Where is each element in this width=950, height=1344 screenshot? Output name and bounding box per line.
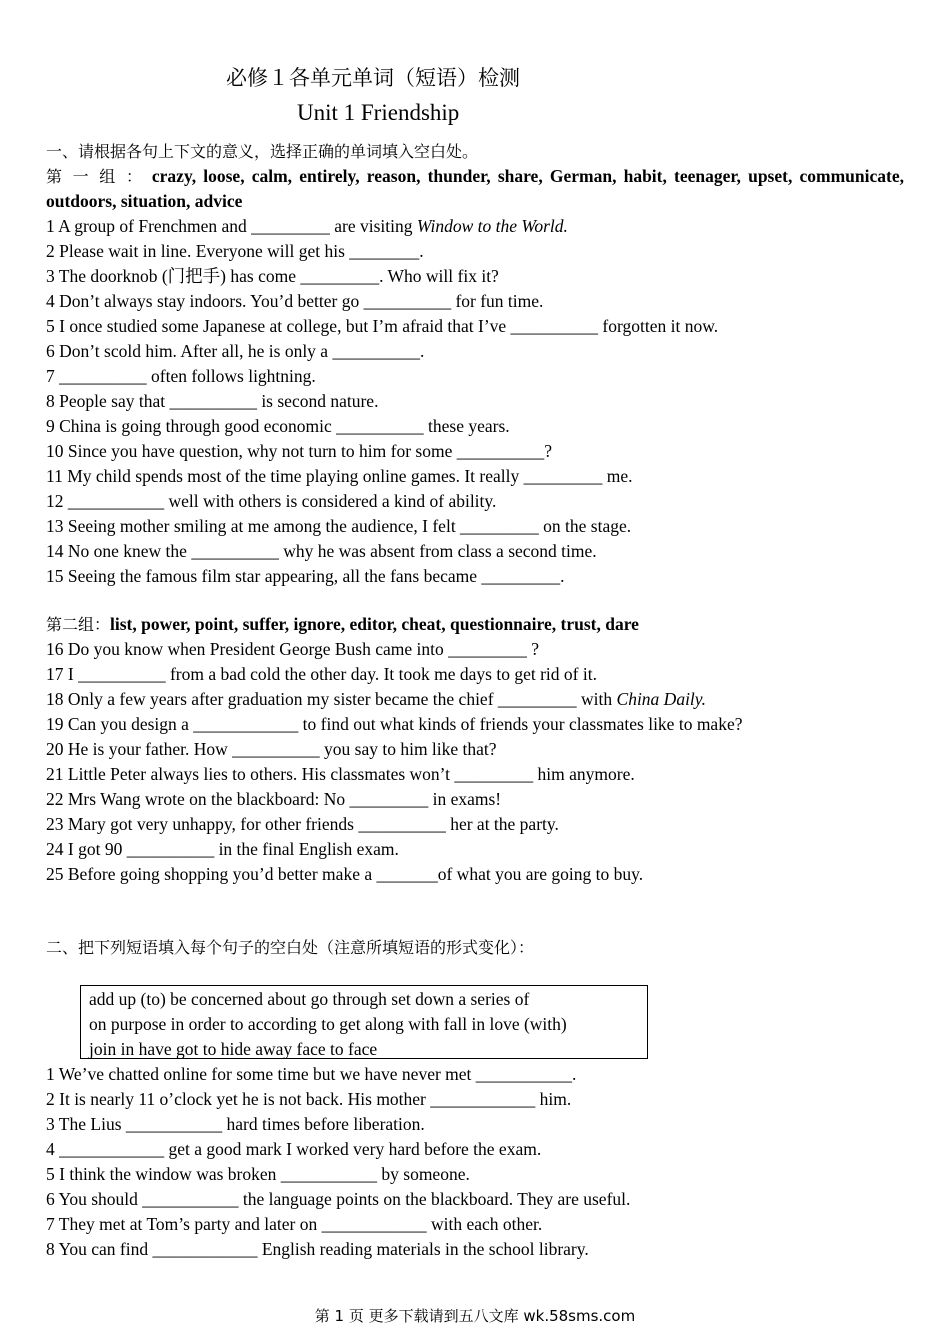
question-item: 4 ____________ get a good mark I worked very hard before the exam. — [46, 1139, 542, 1159]
question-item — [46, 514, 631, 538]
question-text: 16 Do you know when President George Bush came into _________ ? — [46, 639, 540, 659]
question-item — [46, 539, 597, 563]
question-item — [46, 687, 706, 711]
question-item — [46, 862, 643, 886]
question-text: 19 Can you design a ____________ to find out what kinds of friends your classmates like to make? — [46, 714, 743, 734]
question-item — [46, 737, 497, 761]
question-text: 5 I once studied some Japanese at college, but I’m afraid that I’ve __________ forgotten it now. — [46, 316, 719, 336]
question-text: 25 Before going shopping you’d better make a _______of what you are going to buy. — [46, 864, 644, 884]
question-text: 21 Little Peter always lies to others. His classmates won’t _________ him anymore. — [46, 764, 635, 784]
page-title: 必修１各单元单词（短语）检测 — [226, 66, 520, 90]
question-text: 2 Please wait in line. Everyone will get his ________. — [46, 241, 424, 261]
question-italic-title: Window to the World. — [416, 216, 568, 236]
question-item: 6 You should ___________ the language points on the blackboard. They are useful. — [46, 1189, 631, 1209]
group2-word-list — [46, 612, 639, 637]
question-text: 14 No one knew the __________ why he was absent from class a second time. — [46, 541, 597, 561]
question-item — [46, 489, 496, 513]
question-text: 18 Only a few years after graduation my sister became the chief _________ with — [46, 689, 617, 709]
question-text: 1 A group of Frenchmen and _________ are visiting — [46, 216, 417, 236]
question-text: 20 He is your father. How __________ you say to him like that? — [46, 739, 497, 759]
question-item: 5 I think the window was broken ___________ by someone. — [46, 1164, 470, 1184]
group1-word-list — [46, 164, 904, 214]
question-item — [46, 439, 552, 463]
question-item — [46, 239, 424, 263]
phrase-box-line: add up (to) be concerned about go through set down a series of — [89, 989, 530, 1009]
question-item — [46, 314, 718, 338]
group1-words-line2: communicate, outdoors, situation, advice — [46, 166, 904, 211]
group2-words: list, power, point, suffer, ignore, editor, cheat, questionnaire, trust, dare — [110, 614, 639, 634]
question-item — [46, 712, 742, 736]
phrase-box-line: join in have got to hide away face to face — [89, 1039, 378, 1059]
question-item: 8 You can find ____________ English reading materials in the school library. — [46, 1239, 589, 1259]
question-item — [46, 214, 568, 238]
question-text: 9 China is going through good economic __________ these years. — [46, 416, 510, 436]
question-item: 3 The Lius ___________ hard times before liberation. — [46, 1114, 425, 1134]
question-text: 17 I __________ from a bad cold the other day. It took me days to get rid of it. — [46, 664, 597, 684]
question-item — [46, 264, 499, 288]
question-text: 22 Mrs Wang wrote on the blackboard: No _________ in exams! — [46, 789, 502, 809]
question-item — [46, 339, 424, 363]
question-item: 2 It is nearly 11 o’clock yet he is not back. His mother ____________ him. — [46, 1089, 572, 1109]
question-text: 11 My child spends most of the time playing online games. It really _________ me. — [46, 466, 633, 486]
question-item: 1 We’ve chatted online for some time but we have never met ___________. — [46, 1064, 577, 1084]
group1-words-line1: crazy, loose, calm, entirely, reason, thunder, share, German, habit, teenager, upset, — [151, 166, 793, 186]
question-item — [46, 837, 399, 861]
page-footer: 第 1 页 更多下载请到五八文库 wk.58sms.com — [314, 1307, 636, 1325]
question-text: 3 The doorknob (门把手) has come _________. Who will fix it? — [46, 266, 499, 286]
phrase-box-line: on purpose in order to according to get along with fall in love (with) — [89, 1014, 567, 1034]
question-item — [46, 762, 635, 786]
question-item — [46, 289, 543, 313]
group1-label: 第 一 组 ： — [46, 167, 145, 186]
question-text: 4 Don’t always stay indoors. You’d better go __________ for fun time. — [46, 291, 544, 311]
question-text: 10 Since you have question, why not turn to him for some __________? — [46, 441, 552, 461]
question-item — [46, 637, 539, 661]
question-text: 7 __________ often follows lightning. — [46, 366, 316, 386]
phrase-box — [80, 985, 648, 1059]
question-item — [46, 414, 510, 438]
section1-instruction: 一、请根据各句上下文的意义，选择正确的单词填入空白处。 — [46, 142, 479, 161]
question-text: 15 Seeing the famous film star appearing, all the fans became _________. — [46, 566, 565, 586]
question-item — [46, 662, 597, 686]
question-text: 24 I got 90 __________ in the final English exam. — [46, 839, 399, 859]
question-item — [46, 564, 565, 588]
question-item — [46, 464, 632, 488]
question-text: 13 Seeing mother smiling at me among the audience, I felt _________ on the stage. — [46, 516, 632, 536]
question-item — [46, 812, 559, 836]
question-text: 23 Mary got very unhappy, for other friends __________ her at the party. — [46, 814, 559, 834]
question-text: 8 People say that __________ is second nature. — [46, 391, 379, 411]
unit-title: Unit 1 Friendship — [297, 100, 460, 125]
group2-label: 第二组： — [46, 615, 111, 634]
question-text: 6 Don’t scold him. After all, he is only a __________. — [46, 341, 425, 361]
question-item: 7 They met at Tom’s party and later on ____________ with each other. — [46, 1214, 543, 1234]
section2-instruction: 二、把下列短语填入每个句子的空白处（注意所填短语的形式变化）： — [46, 938, 535, 957]
question-item — [46, 389, 378, 413]
question-item — [46, 787, 501, 811]
question-item — [46, 364, 316, 388]
question-text: 12 ___________ well with others is considered a kind of ability. — [46, 491, 497, 511]
question-italic-title: China Daily. — [616, 689, 706, 709]
